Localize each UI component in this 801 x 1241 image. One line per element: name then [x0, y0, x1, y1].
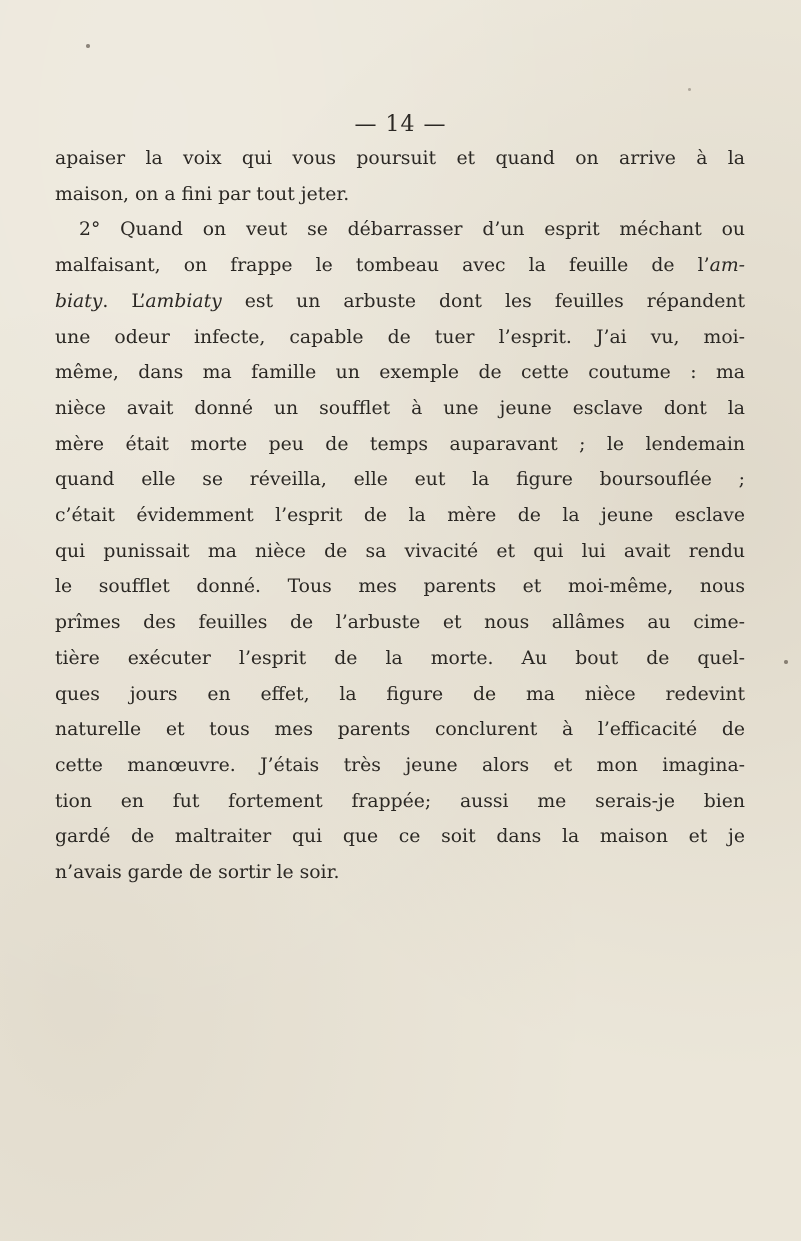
text-line: biaty. L’ambiaty est un arbuste dont les feuilles répandent	[55, 290, 745, 312]
text-line: apaiser la voix qui vous poursuit et quand on arrive à la	[55, 148, 745, 169]
text-line: quand elle se réveilla, elle eut la figure boursouflée ;	[55, 469, 745, 491]
paper-speck	[784, 660, 788, 664]
text-line: c’était évidemment l’esprit de la mère de la jeune esclave	[55, 505, 745, 527]
italic-term: am-	[709, 255, 745, 277]
text-line: mère était morte peu de temps auparavant ; le lendemain	[55, 433, 745, 455]
text-line: naturelle et tous mes parents conclurent à l’efficacité de	[55, 719, 745, 741]
text-line: qui punissait ma nièce de sa vivacité et qui lui avait rendu	[55, 540, 745, 562]
page-number: — 14 —	[354, 112, 447, 137]
text-line: 2° Quand on veut se débarrasser d’un esprit méchant ou	[79, 219, 745, 241]
text-line: une odeur infecte, capable de tuer l’esprit. J’ai vu, moi-	[55, 326, 745, 348]
text-line: même, dans ma famille un exemple de cette coutume : ma	[55, 362, 745, 384]
italic-term: ambiaty	[145, 290, 222, 312]
text-line: tière exécuter l’esprit de la morte. Au bout de quel-	[55, 647, 745, 669]
body-text	[55, 141, 745, 891]
text-line: gardé de maltraiter qui que ce soit dans la maison et je	[55, 826, 745, 848]
text-line: maison, on a fini par tout jeter.	[55, 183, 350, 205]
italic-term: biaty	[55, 290, 103, 312]
text-line: le soufflet donné. Tous mes parents et moi-même, nous	[55, 576, 745, 598]
text-line: tion en fut fortement frappée; aussi me serais-je bien	[55, 790, 745, 812]
paper-speck	[688, 88, 691, 91]
text-line: cette manœuvre. J’étais très jeune alors et mon imagina-	[55, 754, 745, 776]
text-line: nièce avait donné un soufflet à une jeune esclave dont la	[55, 397, 745, 419]
text-line: malfaisant, on frappe le tombeau avec la feuille de l’am-	[55, 255, 745, 277]
paper-speck	[86, 44, 90, 48]
text-line: ques jours en effet, la figure de ma nièce redevint	[55, 683, 745, 705]
text-line: prîmes des feuilles de l’arbuste et nous allâmes au cime-	[55, 612, 745, 634]
text-line: n’avais garde de sortir le soir.	[55, 862, 340, 884]
